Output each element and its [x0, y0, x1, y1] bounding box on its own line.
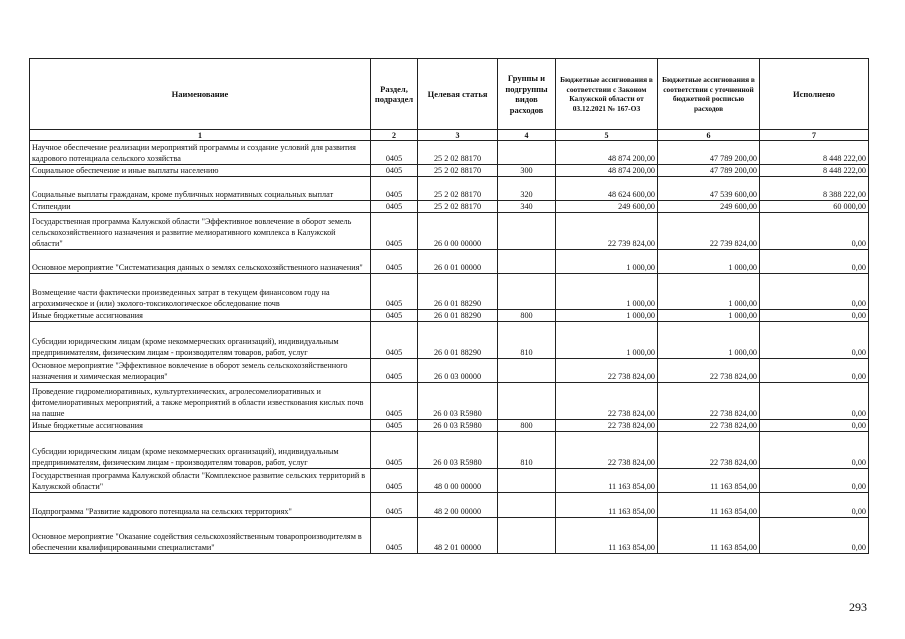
table-row: [30, 518, 869, 554]
row-revised-amount: 1 000,00: [658, 250, 760, 274]
row-name: Стипендии: [30, 201, 371, 213]
row-executed-amount: 8 448 222,00: [760, 165, 869, 177]
col-number: 3: [418, 130, 498, 141]
row-revised-amount: 47 789 200,00: [658, 165, 760, 177]
row-target: 26 0 01 88290: [418, 274, 498, 310]
header-revised: Бюджетные ассигнования в соответствии с уточненной бюджетной росписью расходов: [658, 59, 760, 130]
row-target: 26 0 01 88290: [418, 322, 498, 359]
col-number: 5: [556, 130, 658, 141]
row-law-amount: 22 738 824,00: [556, 420, 658, 432]
row-executed-amount: 0,00: [760, 274, 869, 310]
row-revised-amount: 1 000,00: [658, 310, 760, 322]
row-revised-amount: 249 600,00: [658, 201, 760, 213]
row-law-amount: 48 874 200,00: [556, 141, 658, 165]
row-group: 800: [498, 420, 556, 432]
row-name: Иные бюджетные ассигнования: [30, 310, 371, 322]
header-target: Целевая статья: [418, 59, 498, 130]
row-target: 25 2 02 88170: [418, 201, 498, 213]
row-target: 48 2 00 00000: [418, 493, 498, 518]
row-revised-amount: 11 163 854,00: [658, 469, 760, 493]
row-revised-amount: 22 738 824,00: [658, 432, 760, 469]
row-section: 0405: [371, 274, 418, 310]
row-name: Возмещение части фактически произведенных затрат в текущем финансовом году на агрохимическое и (или) эколого-токсикологическое обследование почв: [30, 274, 371, 310]
row-group: [498, 250, 556, 274]
row-group: [498, 518, 556, 554]
table-header-row: [30, 59, 869, 130]
row-group: [498, 383, 556, 420]
row-executed-amount: 0,00: [760, 420, 869, 432]
row-revised-amount: 22 739 824,00: [658, 213, 760, 250]
row-group: [498, 469, 556, 493]
row-name: Государственная программа Калужской области "Эффективное вовлечение в оборот земель сельскохозяйственного назначения и развитие мелиоративного комплекса в Калужской области": [30, 213, 371, 250]
row-executed-amount: 60 000,00: [760, 201, 869, 213]
row-revised-amount: 1 000,00: [658, 274, 760, 310]
row-target: 25 2 02 88170: [418, 141, 498, 165]
row-group: 800: [498, 310, 556, 322]
row-executed-amount: 0,00: [760, 250, 869, 274]
row-law-amount: 22 738 824,00: [556, 359, 658, 383]
row-section: 0405: [371, 518, 418, 554]
row-target: 25 2 02 88170: [418, 177, 498, 201]
row-target: 25 2 02 88170: [418, 165, 498, 177]
row-section: 0405: [371, 432, 418, 469]
row-revised-amount: 47 789 200,00: [658, 141, 760, 165]
row-name: Иные бюджетные ассигнования: [30, 420, 371, 432]
table-row: [30, 322, 869, 359]
row-target: 48 0 00 00000: [418, 469, 498, 493]
table-row: [30, 177, 869, 201]
row-law-amount: 11 163 854,00: [556, 493, 658, 518]
row-section: 0405: [371, 493, 418, 518]
row-section: 0405: [371, 177, 418, 201]
row-section: 0405: [371, 201, 418, 213]
table-row: [30, 165, 869, 177]
row-revised-amount: 22 738 824,00: [658, 420, 760, 432]
row-target: 26 0 00 00000: [418, 213, 498, 250]
table-row: [30, 420, 869, 432]
row-law-amount: 1 000,00: [556, 274, 658, 310]
row-section: 0405: [371, 141, 418, 165]
row-section: 0405: [371, 213, 418, 250]
row-target: 26 0 01 88290: [418, 310, 498, 322]
row-executed-amount: 0,00: [760, 310, 869, 322]
table-row: [30, 432, 869, 469]
row-name: Социальное обеспечение и иные выплаты населению: [30, 165, 371, 177]
table-row: [30, 250, 869, 274]
row-target: 26 0 03 R5980: [418, 383, 498, 420]
row-law-amount: 11 163 854,00: [556, 518, 658, 554]
row-law-amount: 1 000,00: [556, 310, 658, 322]
row-group: 320: [498, 177, 556, 201]
table-row: [30, 201, 869, 213]
row-name: Государственная программа Калужской области "Комплексное развитие сельских территорий в Калужской области": [30, 469, 371, 493]
row-name: Научное обеспечение реализации мероприятий программы и создание условий для развития кадрового потенциала сельского хозяйства: [30, 141, 371, 165]
header-name: Наименование: [30, 59, 371, 130]
row-law-amount: 22 738 824,00: [556, 432, 658, 469]
row-section: 0405: [371, 250, 418, 274]
table-row: [30, 310, 869, 322]
row-revised-amount: 22 738 824,00: [658, 383, 760, 420]
row-section: 0405: [371, 383, 418, 420]
row-law-amount: 249 600,00: [556, 201, 658, 213]
row-executed-amount: 8 388 222,00: [760, 177, 869, 201]
row-law-amount: 48 624 600,00: [556, 177, 658, 201]
row-group: 810: [498, 322, 556, 359]
row-law-amount: 22 738 824,00: [556, 383, 658, 420]
row-group: [498, 141, 556, 165]
row-name: Основное мероприятие "Эффективное вовлечение в оборот земель сельскохозяйственного назначения и химическая мелиорация": [30, 359, 371, 383]
table-row: [30, 383, 869, 420]
row-section: 0405: [371, 420, 418, 432]
row-group: [498, 493, 556, 518]
col-number: 1: [30, 130, 371, 141]
header-law: Бюджетные ассигнования в соответствии с Законом Калужской области от 03.12.2021 № 167-ОЗ: [556, 59, 658, 130]
col-number: 6: [658, 130, 760, 141]
table-row: [30, 213, 869, 250]
row-revised-amount: 1 000,00: [658, 322, 760, 359]
row-executed-amount: 8 448 222,00: [760, 141, 869, 165]
row-executed-amount: 0,00: [760, 359, 869, 383]
row-target: 26 0 01 00000: [418, 250, 498, 274]
header-section: Раздел, подраздел: [371, 59, 418, 130]
row-group: 340: [498, 201, 556, 213]
row-law-amount: 48 874 200,00: [556, 165, 658, 177]
row-revised-amount: 11 163 854,00: [658, 518, 760, 554]
header-groups: Группы и подгруппы видов расходов: [498, 59, 556, 130]
col-number: 2: [371, 130, 418, 141]
row-revised-amount: 11 163 854,00: [658, 493, 760, 518]
header-executed: Исполнено: [760, 59, 869, 130]
table-row: [30, 141, 869, 165]
column-number-row: [30, 130, 869, 141]
row-executed-amount: 0,00: [760, 432, 869, 469]
row-name: Проведение гидромелиоративных, культуртехнических, агролесомелиоративных и фитомелиоративных мероприятий, а также мероприятий в области известкования кислых почв на пашне: [30, 383, 371, 420]
row-section: 0405: [371, 469, 418, 493]
row-group: 300: [498, 165, 556, 177]
row-group: [498, 359, 556, 383]
row-executed-amount: 0,00: [760, 493, 869, 518]
row-law-amount: 22 739 824,00: [556, 213, 658, 250]
row-revised-amount: 22 738 824,00: [658, 359, 760, 383]
row-section: 0405: [371, 359, 418, 383]
page-number: 293: [849, 600, 867, 614]
row-name: Подпрограмма "Развитие кадрового потенциала на сельских территориях": [30, 493, 371, 518]
row-name: Основное мероприятие "Систематизация данных о землях сельскохозяйственного назначения": [30, 250, 371, 274]
row-target: 26 0 03 00000: [418, 359, 498, 383]
row-section: 0405: [371, 310, 418, 322]
row-revised-amount: 47 539 600,00: [658, 177, 760, 201]
row-executed-amount: 0,00: [760, 322, 869, 359]
row-name: Субсидии юридическим лицам (кроме некоммерческих организаций), индивидуальным предпринимателям, физическим лицам - производителям товаров, работ, услуг: [30, 432, 371, 469]
row-law-amount: 11 163 854,00: [556, 469, 658, 493]
table-row: [30, 469, 869, 493]
budget-table: [29, 58, 869, 554]
row-executed-amount: 0,00: [760, 383, 869, 420]
row-executed-amount: 0,00: [760, 213, 869, 250]
row-law-amount: 1 000,00: [556, 250, 658, 274]
row-group: 810: [498, 432, 556, 469]
row-target: 26 0 03 R5980: [418, 420, 498, 432]
table-row: [30, 274, 869, 310]
row-name: Социальные выплаты гражданам, кроме публичных нормативных социальных выплат: [30, 177, 371, 201]
col-number: 4: [498, 130, 556, 141]
col-number: 7: [760, 130, 869, 141]
row-target: 48 2 01 00000: [418, 518, 498, 554]
table-row: [30, 359, 869, 383]
row-executed-amount: 0,00: [760, 518, 869, 554]
row-target: 26 0 03 R5980: [418, 432, 498, 469]
row-section: 0405: [371, 165, 418, 177]
row-section: 0405: [371, 322, 418, 359]
row-law-amount: 1 000,00: [556, 322, 658, 359]
row-group: [498, 274, 556, 310]
row-name: Основное мероприятие "Оказание содействия сельскохозяйственным товаропроизводителям в обеспечении квалифицированными специалистами": [30, 518, 371, 554]
row-group: [498, 213, 556, 250]
row-executed-amount: 0,00: [760, 469, 869, 493]
table-row: [30, 493, 869, 518]
row-name: Субсидии юридическим лицам (кроме некоммерческих организаций), индивидуальным предпринимателям, физическим лицам - производителям товаров, работ, услуг: [30, 322, 371, 359]
